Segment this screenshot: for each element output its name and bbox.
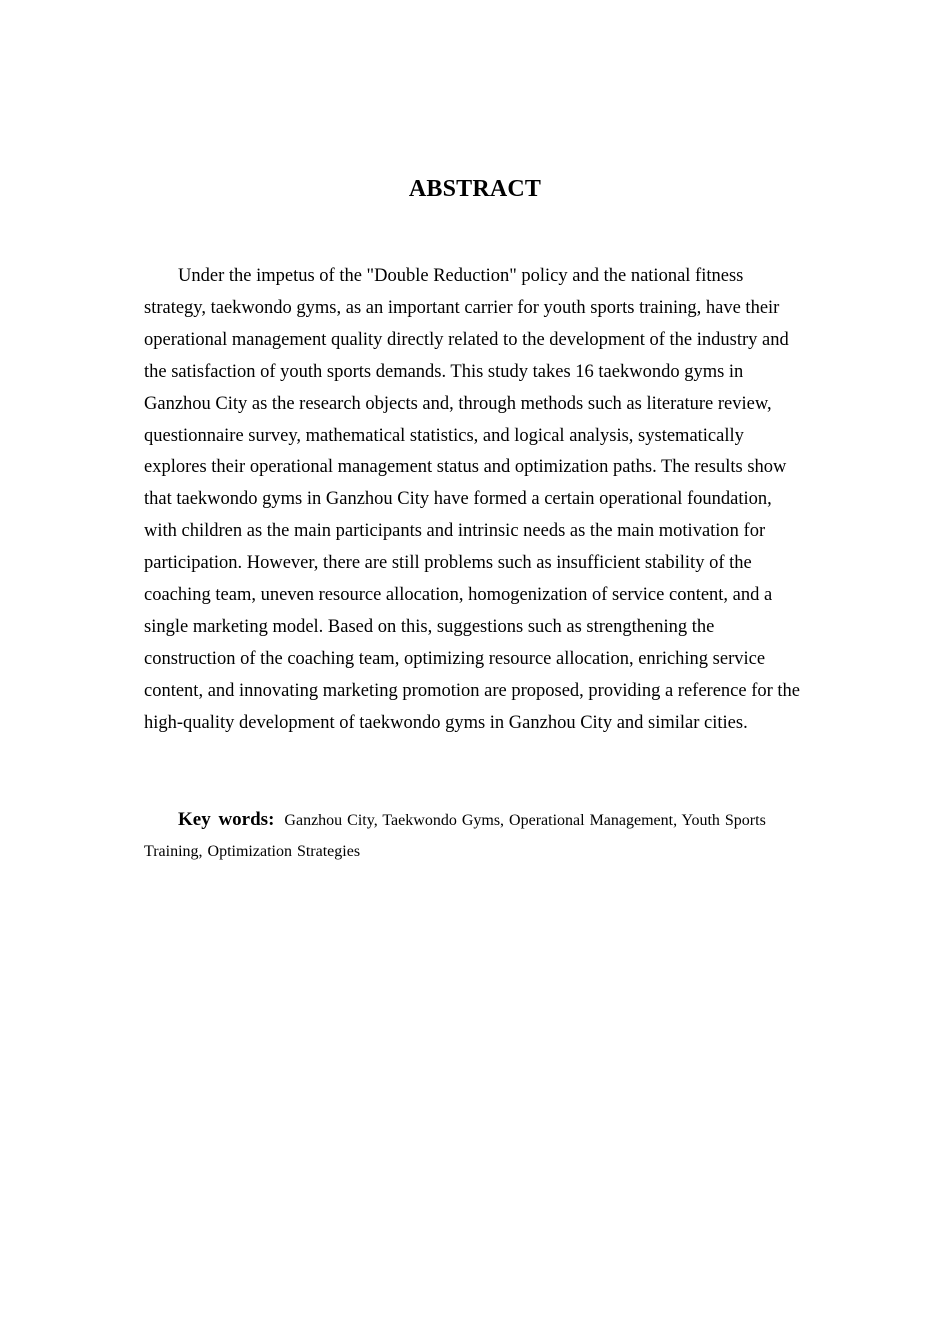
keywords-paragraph: [144, 804, 806, 867]
abstract-paragraph: [144, 261, 806, 740]
keywords-list: Ganzhou City, Taekwondo Gyms, Operational Management, Youth Sports Training, Optimization Strategies: [144, 812, 766, 860]
keywords-label: Key words:: [178, 809, 275, 830]
abstract-title: ABSTRACT: [408, 176, 542, 202]
abstract-text: Under the impetus of the "Double Reduction" policy and the national fitness strategy, taekwondo gyms, as an important carrier for youth sports training, have their operational management quality directly related to the development of the industry and the satisfaction of youth sports demands. This study takes 16 taekwondo gyms in Ganzhou City as the research objects and, through methods such as literature review, questionnaire survey, mathematical statistics, and logical analysis, systematically explores their operational management status and optimization paths. The results show that taekwondo gyms in Ganzhou City have formed a certain operational foundation, with children as the main participants and intrinsic needs as the main motivation for participation. However, there are still problems such as insufficient stability of the coaching team, uneven resource allocation, homogenization of service content, and a single marketing model. Based on this, suggestions such as strengthening the construction of the coaching team, optimizing resource allocation, enriching service content, and innovating marketing promotion are proposed, providing a reference for the high-quality development of taekwondo gyms in Ganzhou City and similar cities.: [144, 266, 801, 733]
